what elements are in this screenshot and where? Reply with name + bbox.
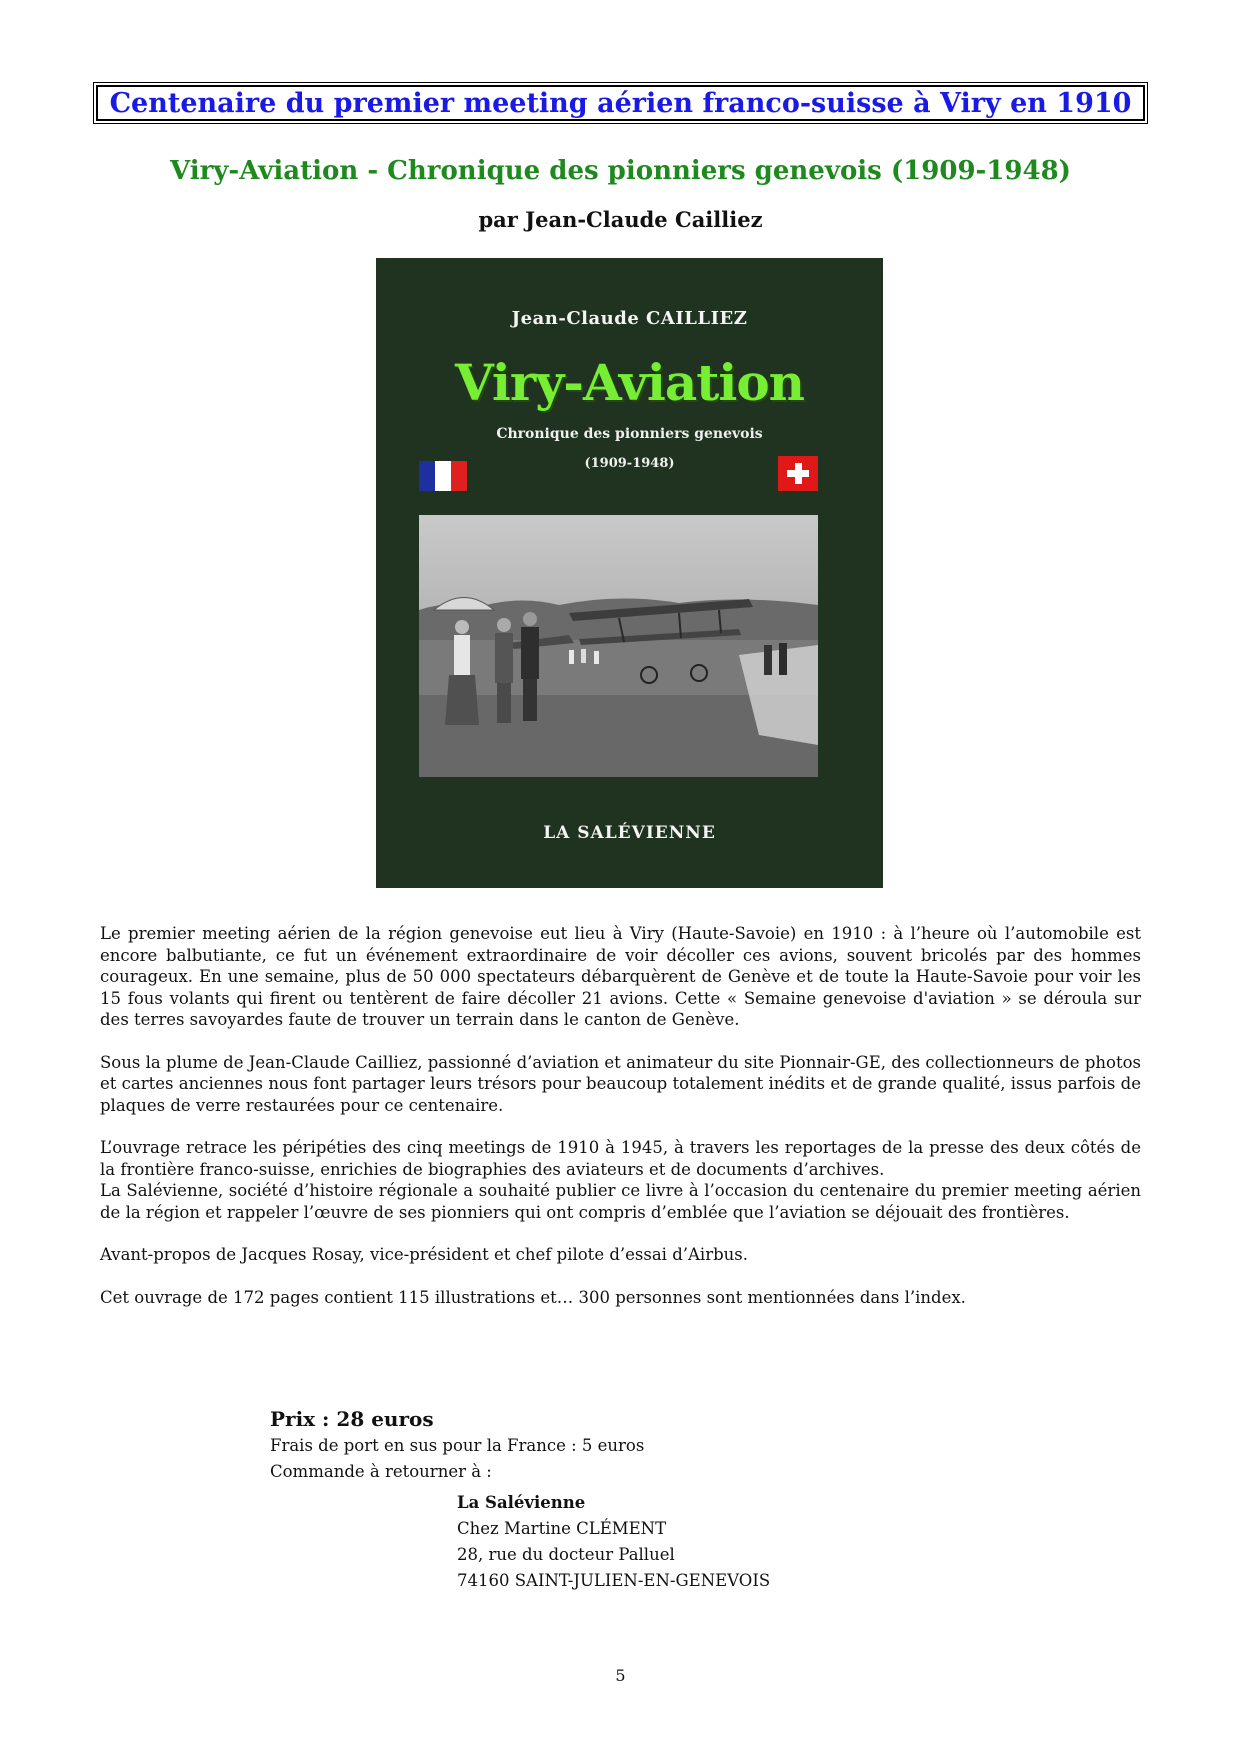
paragraph-book-details: Cet ouvrage de 172 pages contient 115 illustrations et… 300 personnes sont mentionnées dans l’index. [100,1287,966,1307]
swiss-flag-icon [778,456,818,491]
paragraph-content: L’ouvrage retrace les péripéties des cinq meetings de 1910 à 1945, à travers les reportages de la presse des deux côtés de la frontière franco-suisse, enrichies de biographies des aviateurs et de documents d’archives. [100,1138,1141,1179]
price: Prix : 28 euros [270,1407,434,1431]
main-title: Centenaire du premier meeting aérien franco-suisse à Viry en 1910 [109,87,1132,119]
body-text [100,923,1141,1308]
biplane-photo-illustration [419,515,818,777]
paragraph-foreword: Avant-propos de Jacques Rosay, vice-président et chef pilote d’essai d’Airbus. [100,1245,748,1264]
order-info [270,1405,644,1485]
cover-author: Jean-Claude CAILLIEZ [511,308,748,329]
cover-subtitle: Chronique des pionniers genevois [496,426,763,442]
cover-publisher: LA SALÉVIENNE [543,823,716,843]
order-address [457,1490,770,1594]
cover-title: Viry-Aviation [454,353,805,412]
paragraph-publisher: La Salévienne, société d’histoire régionale a souhaité publier ce livre à l’occasion du centenaire du premier meeting aérien de la région et rappeler l’œuvre de ses pionniers qui ont compris d’emblée que l’aviation se déjouait des frontières. [100,1181,1141,1222]
address-name: La Salévienne [457,1493,586,1512]
french-flag-icon [419,461,467,491]
address-street: 28, rue du docteur Palluel [457,1545,675,1564]
paragraph-author: Sous la plume de Jean-Claude Cailliez, passionné d’aviation et animateur du site Pionnair-GE, des collectionneurs de photos et cartes anciennes nous font partager leurs trésors pour beaucoup totalement inédits et de grande qualité, issus parfois de plaques de verre restaurées pour ce centenaire. [100,1052,1141,1115]
shipping-cost: Frais de port en sus pour la France : 5 euros [270,1436,645,1455]
title-box [93,82,1148,124]
title-box-inner [96,85,1145,121]
book-cover [376,258,883,888]
page-number: 5 [615,1666,626,1685]
return-to-label: Commande à retourner à : [270,1462,492,1481]
address-care-of: Chez Martine CLÉMENT [457,1519,667,1538]
author-line: par Jean-Claude Cailliez [478,207,763,232]
cover-photo-biplane [419,515,818,777]
address-city: 74160 SAINT-JULIEN-EN-GENEVOIS [457,1571,771,1590]
book-subtitle-heading: Viry-Aviation - Chronique des pionniers genevois (1909-1948) [170,156,1071,186]
paragraph-intro: Le premier meeting aérien de la région genevoise eut lieu à Viry (Haute-Savoie) en 1910 : à l’heure où l’automobile est encore balbutiante, ce fut un événement extraordinaire de voir décoller ces avions, souvent bricolés par des hommes courageux. En une semaine, plus de 50 000 spectateurs débarquèrent de Genève et de toute la Haute-Savoie pour voir les 15 fous volants qui firent ou tentèrent de faire décoller 21 avions. Cette « Semaine genevoise d'aviation » se déroula sur des terres savoyardes faute de trouver un terrain dans le canton de Genève. [100,924,1141,1029]
cover-years: (1909-1948) [584,456,675,471]
